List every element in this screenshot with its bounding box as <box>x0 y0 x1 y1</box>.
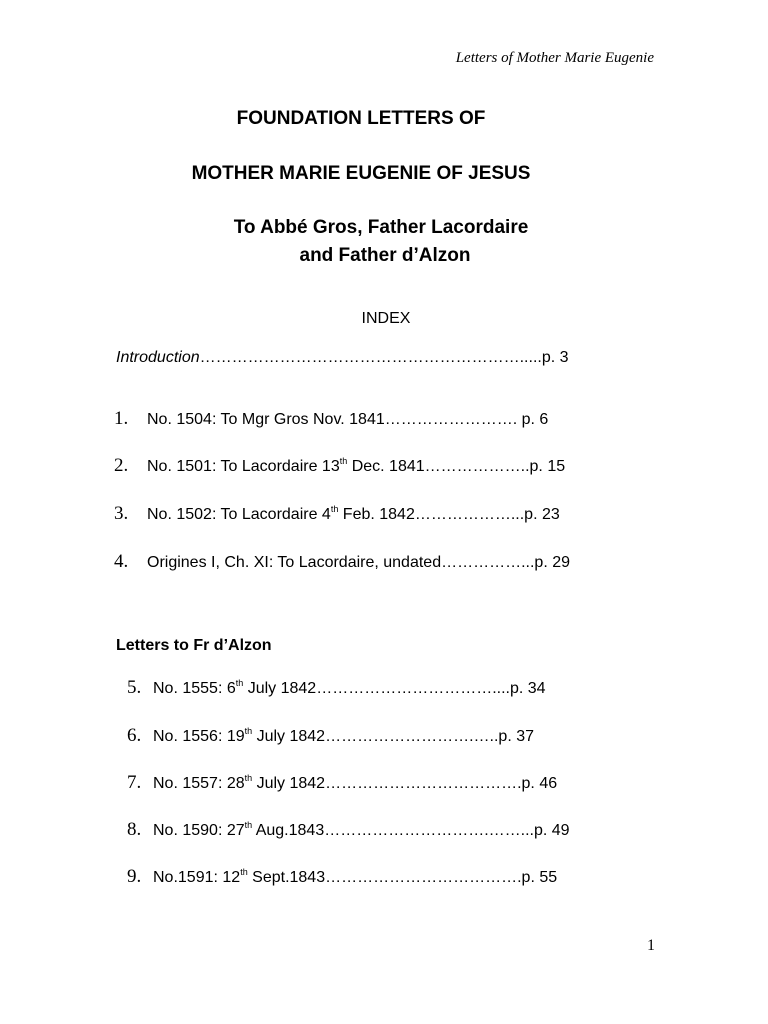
section-heading: Letters to Fr d’Alzon <box>116 637 272 654</box>
entry-text: No. 1590: 27 <box>153 822 245 839</box>
document-title-line-2: MOTHER MARIE EUGENIE OF JESUS <box>191 163 531 184</box>
introduction-page: p. 3 <box>541 349 569 366</box>
index-entry <box>127 819 570 841</box>
entry-text: No.1591: 12 <box>153 869 241 886</box>
document-title-line-1: FOUNDATION LETTERS OF <box>236 108 486 129</box>
running-header: Letters of Mother Marie Eugenie <box>455 50 654 66</box>
entry-number: 5. <box>127 677 142 698</box>
index-entry <box>127 725 534 747</box>
entry-text-rest: Aug.1843………………………….……...p. 49 <box>252 822 570 839</box>
document-subtitle-line-2: and Father d’Alzon <box>299 245 471 266</box>
entry-number: 1. <box>114 408 129 429</box>
index-entry <box>114 503 560 525</box>
index-entry <box>114 551 570 573</box>
entry-text: No. 1555: 6 <box>153 680 236 697</box>
entry-text-rest: July 1842……………………….…..p. 37 <box>252 728 534 745</box>
introduction-label: Introduction <box>116 349 200 366</box>
index-heading: INDEX <box>361 310 411 327</box>
document-subtitle-line-1: To Abbé Gros, Father Lacordaire <box>233 217 529 238</box>
entry-ordinal-suffix: th <box>244 726 253 736</box>
entry-text-rest: Feb. 1842………………...p. 23 <box>338 506 560 523</box>
entry-number: 8. <box>127 819 142 840</box>
entry-ordinal-suffix: th <box>240 867 248 877</box>
entry-text: No. 1556: 19 <box>153 728 245 745</box>
entry-number: 2. <box>114 455 129 476</box>
entry-text-rest: Dec. 1841………………..p. 15 <box>347 458 566 475</box>
entry-number: 4. <box>114 551 129 572</box>
entry-number: 9. <box>127 866 142 887</box>
entry-text-rest: July 1842……………………………….p. 46 <box>252 775 558 792</box>
entry-number: 6. <box>127 725 142 746</box>
entry-ordinal-suffix: th <box>339 456 348 466</box>
entry-text-rest: July 1842……………………………....p. 34 <box>243 680 546 697</box>
entry-ordinal-suffix: th <box>330 504 339 514</box>
entry-text: No. 1504: To Mgr Gros Nov. 1841……………………. p. 6 <box>147 411 549 428</box>
entry-text: No. 1557: 28 <box>153 775 245 792</box>
index-entry <box>127 866 557 888</box>
introduction-entry <box>116 349 569 367</box>
page-number: 1 <box>647 937 655 954</box>
entry-ordinal-suffix: th <box>244 820 253 830</box>
entry-ordinal-suffix: th <box>235 678 244 688</box>
entry-text: No. 1502: To Lacordaire 4 <box>147 506 331 523</box>
entry-number: 7. <box>127 772 142 793</box>
index-entry <box>114 455 565 477</box>
index-entry <box>127 677 546 699</box>
entry-number: 3. <box>114 503 129 524</box>
entry-text: Origines I, Ch. XI: To Lacordaire, undated……………...p. 29 <box>147 554 571 571</box>
introduction-leader: ……………………………………………………..... <box>199 349 542 366</box>
index-entry <box>127 772 557 794</box>
entry-ordinal-suffix: th <box>244 773 253 783</box>
entry-text-rest: Sept.1843……………………………….p. 55 <box>247 869 558 886</box>
index-entry <box>114 408 548 430</box>
entry-text: No. 1501: To Lacordaire 13 <box>147 458 340 475</box>
